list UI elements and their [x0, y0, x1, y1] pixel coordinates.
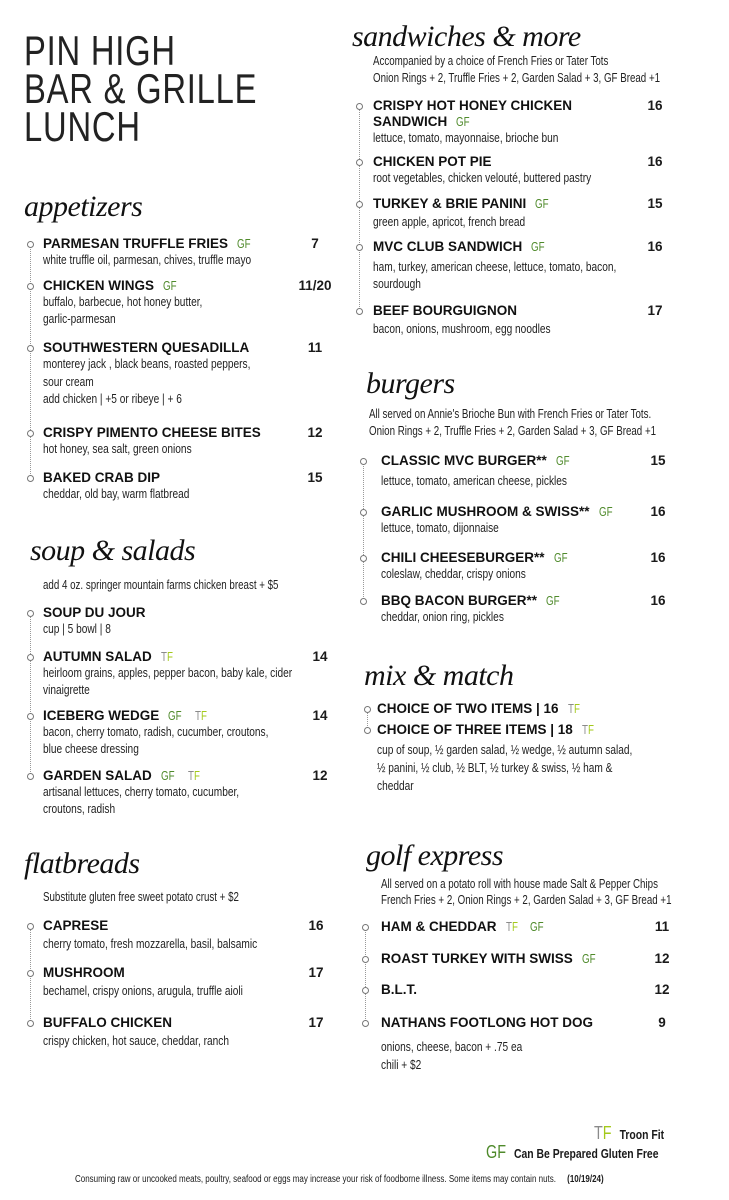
item-price: 14 [312, 649, 328, 664]
disclaimer [75, 1174, 604, 1185]
item-name [381, 951, 600, 967]
item-price: 11 [307, 340, 323, 355]
section-heading: mix & match [364, 659, 514, 692]
item-name [381, 550, 572, 566]
item-name [373, 303, 517, 319]
item-price: 16 [308, 918, 324, 933]
gf-badge-icon: GF [168, 708, 182, 723]
item-name [373, 239, 549, 255]
timeline-dot-icon [360, 555, 367, 562]
item-price: 16 [647, 239, 663, 254]
timeline-dot-icon [27, 430, 34, 437]
item-description: bacon, cherry tomato, radish, cucumber, croutons, [43, 724, 269, 739]
item-price: 12 [312, 768, 328, 783]
section-note: Onion Rings + 2, Truffle Fries + 2, Garden Salad + 3, GF Bread +1 [373, 71, 661, 85]
section-note: Accompanied by a choice of French Fries or Tater Tots [373, 54, 609, 68]
timeline-dot-icon [27, 970, 34, 977]
item-price: 11/20 [298, 278, 332, 293]
item-price: 12 [654, 982, 670, 997]
item-name-text: BAKED CRAB DIP [43, 470, 161, 485]
item-description: coleslaw, cheddar, crispy onions [381, 566, 526, 581]
timeline-dot-icon [27, 283, 34, 290]
item-name [43, 340, 249, 356]
gf-badge-icon: GF [237, 236, 251, 251]
item-price: 17 [647, 303, 663, 318]
timeline-dot-icon [27, 345, 34, 352]
item-description: chili + $2 [381, 1057, 422, 1072]
item-name-text: PARMESAN TRUFFLE FRIES [43, 236, 228, 251]
section-note: Onion Rings + 2, Truffle Fries + 2, Garden Salad + 3, GF Bread +1 [369, 424, 657, 438]
timeline-dot-icon [356, 159, 363, 166]
timeline-line [359, 106, 360, 311]
item-description: blue cheese dressing [43, 740, 139, 756]
tf-badge-icon: TF [195, 708, 208, 723]
gf-badge-icon: GF [486, 1142, 506, 1162]
item-description: ½ panini, ½ club, ½ BLT, ½ turkey & swiss, ½ ham & [377, 760, 613, 775]
gf-badge-icon: GF [581, 951, 596, 966]
item-price: 9 [658, 1015, 666, 1030]
item-description: croutons, radish [43, 800, 116, 816]
item-name [43, 918, 108, 934]
timeline-line [30, 613, 31, 776]
item-description: sour cream [43, 373, 94, 389]
item-description: artisanal lettuces, cherry tomato, cucumber, [43, 784, 240, 799]
timeline-dot-icon [362, 924, 369, 931]
timeline-dot-icon [360, 598, 367, 605]
tf-badge-icon: TF [581, 722, 594, 737]
item-name-text: ICEBERG WEDGE [43, 708, 160, 723]
item-name-text: CLASSIC MVC BURGER** [381, 453, 547, 468]
item-price: 15 [647, 196, 663, 211]
item-name-text: ROAST TURKEY WITH SWISS [381, 951, 573, 966]
gf-badge-icon: GF [160, 768, 175, 783]
item-price: 16 [650, 550, 666, 565]
item-name [377, 701, 583, 717]
timeline-dot-icon [27, 1020, 34, 1027]
item-name [43, 649, 177, 665]
item-name [381, 453, 574, 469]
legend-label: Can Be Prepared Gluten Free [514, 1146, 659, 1161]
item-name [373, 114, 474, 130]
item-description: ham, turkey, american cheese, lettuce, tomato, bacon, [373, 259, 617, 274]
item-description: garlic-parmesan [43, 310, 116, 326]
item-name [43, 768, 204, 784]
disclaimer-text: Consuming raw or uncooked meats, poultry, seafood or eggs may increase your risk of foodborne illness. Some items may contain nuts. [75, 1174, 556, 1185]
item-name-text: SOUTHWESTERN QUESADILLA [43, 340, 250, 355]
timeline-dot-icon [360, 509, 367, 516]
item-name [381, 504, 617, 520]
gf-badge-icon: GF [535, 196, 549, 211]
item-description: bechamel, crispy onions, arugula, truffle aioli [43, 983, 243, 998]
item-name [381, 1015, 593, 1031]
section-note: add 4 oz. springer mountain farms chicken breast + $5 [43, 578, 279, 592]
item-description: cup of soup, ½ garden salad, ½ wedge, ½ autumn salad, [377, 742, 633, 757]
timeline-dot-icon [27, 610, 34, 617]
item-price: 16 [650, 593, 666, 608]
item-description: onions, cheese, bacon + .75 ea [381, 1039, 523, 1054]
item-name-text: MUSHROOM [43, 965, 125, 980]
gf-badge-icon: GF [456, 114, 470, 129]
item-price: 15 [650, 453, 666, 468]
timeline-dot-icon [27, 923, 34, 930]
timeline-dot-icon [356, 201, 363, 208]
item-name-text: BUFFALO CHICKEN [43, 1015, 172, 1030]
timeline-dot-icon [362, 987, 369, 994]
section-note: All served on a potato roll with house made Salt & Pepper Chips [381, 877, 658, 891]
item-name [43, 278, 181, 294]
timeline-dot-icon [356, 308, 363, 315]
item-name [381, 593, 564, 609]
gf-badge-icon: GF [553, 550, 568, 565]
item-description: lettuce, tomato, dijonnaise [381, 520, 499, 535]
section-heading: golf express [366, 839, 504, 872]
item-price: 14 [312, 708, 328, 723]
timeline-dot-icon [27, 475, 34, 482]
item-price: 16 [647, 98, 663, 113]
item-name-text: AUTUMN SALAD [43, 649, 152, 664]
timeline-dot-icon [27, 713, 34, 720]
timeline-dot-icon [364, 706, 371, 713]
item-price: 17 [308, 1015, 324, 1030]
item-description: buffalo, barbecue, hot honey butter, [43, 294, 203, 309]
item-name-text: NATHANS FOOTLONG HOT DOG [381, 1015, 593, 1030]
item-name-text: HAM & CHEDDAR [381, 919, 497, 934]
item-description: white truffle oil, parmesan, chives, truffle mayo [43, 252, 252, 267]
item-price: 12 [307, 425, 323, 440]
title-line: LUNCH [24, 103, 141, 150]
item-name [43, 425, 261, 441]
item-description: sourdough [373, 275, 421, 291]
tf-badge-icon: TF [187, 768, 200, 783]
item-name-text: GARDEN SALAD [43, 768, 152, 783]
tf-badge-icon: TF [594, 1123, 612, 1143]
item-name [373, 196, 553, 212]
item-name-text: BEEF BOURGUIGNON [373, 303, 518, 318]
item-description: cherry tomato, fresh mozzarella, basil, balsamic [43, 936, 258, 951]
section-heading: appetizers [24, 190, 143, 223]
item-description: hot honey, sea salt, green onions [43, 441, 192, 456]
item-name-text: BBQ BACON BURGER** [381, 593, 538, 608]
timeline-dot-icon [364, 727, 371, 734]
item-description: cheddar, onion ring, pickles [381, 609, 504, 624]
legend-label: Troon Fit [619, 1127, 665, 1142]
item-name-text: TURKEY & BRIE PANINI [373, 196, 527, 211]
timeline-line [30, 244, 31, 478]
item-description: cup | 5 bowl | 8 [43, 621, 111, 636]
item-description: add chicken | +5 or ribeye | + 6 [43, 391, 182, 406]
item-description: cheddar [377, 778, 414, 793]
timeline-dot-icon [27, 241, 34, 248]
item-description: green apple, apricot, french bread [373, 214, 526, 229]
title-line: PIN HIGH [24, 27, 176, 74]
item-description: vinaigrette [43, 681, 90, 697]
legend-gluten-free [486, 1142, 659, 1163]
gf-badge-icon: GF [531, 239, 545, 254]
item-description: root vegetables, chicken velouté, buttered pastry [373, 170, 592, 185]
timeline-dot-icon [356, 103, 363, 110]
item-description: bacon, onions, mushroom, egg noodles [373, 321, 551, 336]
tf-badge-icon: TF [567, 701, 580, 716]
item-name [377, 722, 598, 738]
item-description: lettuce, tomato, american cheese, pickles [381, 473, 567, 488]
item-name-text: GARLIC MUSHROOM & SWISS** [381, 504, 590, 519]
item-price: 16 [650, 504, 666, 519]
item-name [43, 708, 211, 724]
item-name-text: MVC CLUB SANDWICH [373, 239, 523, 254]
timeline-dot-icon [362, 956, 369, 963]
item-description: cheddar, old bay, warm flatbread [43, 486, 190, 501]
item-price: 7 [311, 236, 319, 251]
timeline-dot-icon [360, 458, 367, 465]
item-name-text: CHOICE OF TWO ITEMS | 16 [377, 701, 559, 716]
title-line: BAR & GRILLE [24, 65, 258, 112]
timeline-dot-icon [362, 1020, 369, 1027]
timeline-dot-icon [356, 244, 363, 251]
timeline-line [363, 461, 364, 601]
item-name-text: CHOICE OF THREE ITEMS | 18 [377, 722, 573, 737]
section-note: French Fries + 2, Onion Rings + 2, Garden Salad + 3, GF Bread +1 [381, 893, 672, 907]
section-note: Substitute gluten free sweet potato crust + $2 [43, 890, 239, 904]
gf-badge-icon: GF [598, 504, 613, 519]
item-name [43, 605, 146, 621]
item-name [381, 919, 548, 935]
item-name-text: CHICKEN WINGS [43, 278, 154, 293]
item-name [43, 1015, 172, 1031]
timeline-dot-icon [27, 773, 34, 780]
item-description: lettuce, tomato, mayonnaise, brioche bun [373, 130, 559, 145]
section-heading: soup & salads [30, 534, 196, 567]
item-name [381, 982, 417, 998]
item-name [373, 154, 492, 170]
legend-troon-fit [594, 1123, 664, 1144]
item-name-text: CRISPY PIMENTO CHEESE BITES [43, 425, 261, 440]
menu-date: (10/19/24) [567, 1174, 604, 1185]
gf-badge-icon: GF [530, 919, 544, 934]
item-name-text: CAPRESE [43, 918, 109, 933]
section-note: All served on Annie's Brioche Bun with French Fries or Tater Tots. [369, 407, 652, 421]
section-heading: burgers [366, 367, 455, 400]
timeline-line [365, 927, 366, 1023]
gf-badge-icon: GF [546, 593, 560, 608]
item-name [43, 965, 125, 981]
item-name [43, 470, 160, 486]
timeline-dot-icon [27, 654, 34, 661]
item-description: heirloom grains, apples, pepper bacon, baby kale, cider [43, 665, 293, 680]
item-name-text: B.L.T. [381, 982, 417, 997]
item-price: 11 [654, 919, 670, 934]
tf-badge-icon: TF [505, 919, 518, 934]
section-heading: flatbreads [24, 847, 140, 880]
item-price: 15 [307, 470, 323, 485]
item-name-text: SOUP DU JOUR [43, 605, 146, 620]
item-description: crispy chicken, hot sauce, cheddar, ranch [43, 1033, 230, 1048]
item-name [43, 236, 255, 252]
gf-badge-icon: GF [163, 278, 177, 293]
item-name-text: CHICKEN POT PIE [373, 154, 492, 169]
tf-badge-icon: TF [160, 649, 173, 664]
item-price: 16 [647, 154, 663, 169]
section-heading: sandwiches & more [352, 20, 581, 53]
item-name-text: SANDWICH [373, 114, 448, 129]
item-description: monterey jack , black beans, roasted peppers, [43, 356, 251, 371]
item-price: 12 [654, 951, 670, 966]
item-name: CRISPY HOT HONEY CHICKEN [373, 98, 573, 113]
gf-badge-icon: GF [555, 453, 570, 468]
item-price: 17 [308, 965, 324, 980]
item-name-text: CHILI CHEESEBURGER** [381, 550, 545, 565]
